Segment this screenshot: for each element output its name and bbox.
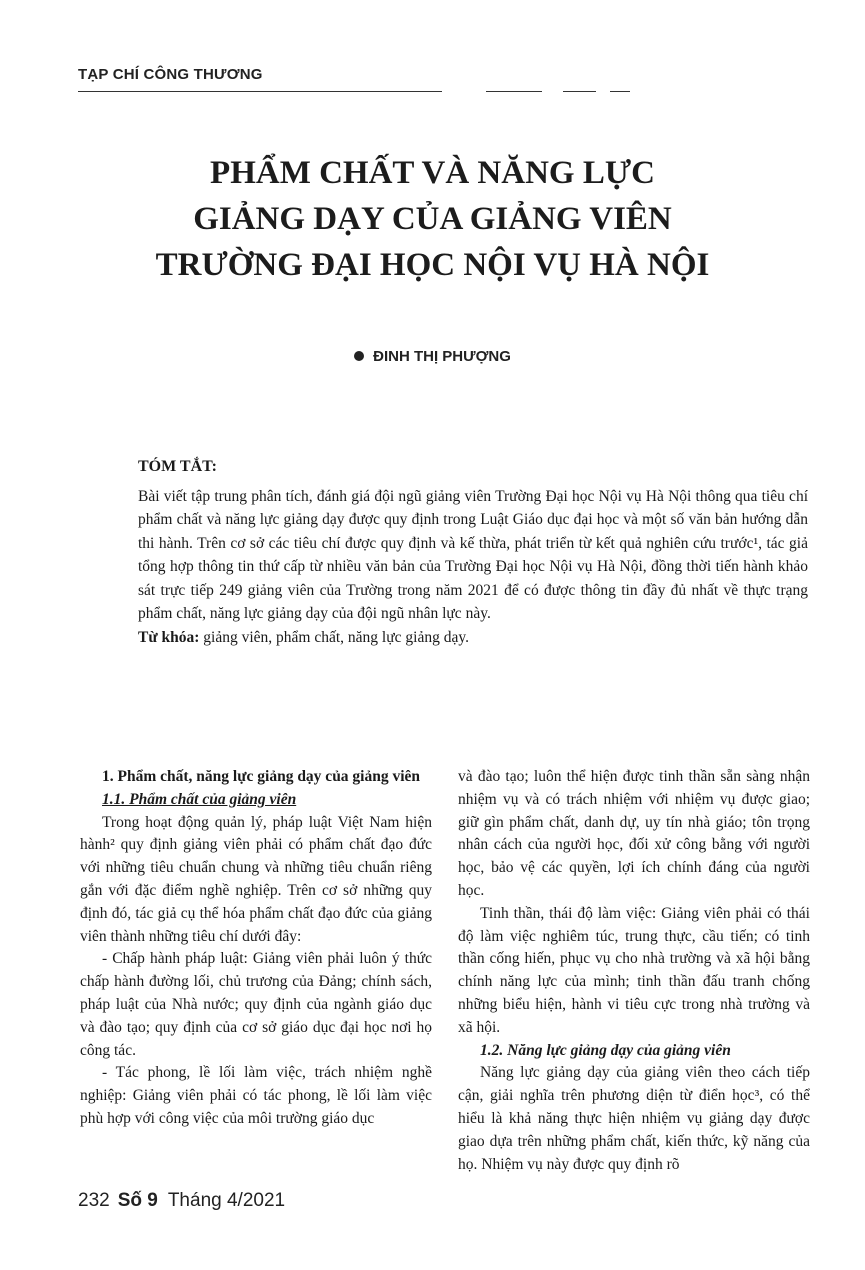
page-number: 232 [78,1190,110,1211]
paragraph: Năng lực giảng dạy của giảng viên theo cách tiếp cận, giải nghĩa trên phương diện từ điển học³, có thể hiểu là khả năng thực hiện nhiệm vụ giảng dạy được giao dựa trên những phẩm chất, kiến thức, kỹ năng của họ. Nhiệm vụ này được quy định rõ [458,1064,810,1173]
keywords [138,626,808,650]
bullet-icon [354,351,364,361]
paragraph: Trong hoạt động quản lý, pháp luật Việt Nam hiện hành² quy định giảng viên phải có phẩm chất đạo đức với những tiêu chuẩn chung và những tiêu chuẩn riêng gắn với đặc điểm nghề nghiệp. Trên cơ sở những quy định đó, tác giả cụ thể hóa phẩm chất đạo đức của giảng viên thành những tiêu chí dưới đây: [80,813,432,945]
header-rule [610,91,630,92]
article-title [0,150,865,288]
author-name: ĐINH THỊ PHƯỢNG [373,348,511,365]
author-line [0,348,865,365]
abstract [138,455,808,649]
subsection-heading: 1.2. Năng lực giảng dạy của giảng viên [480,1041,731,1059]
title-line: TRƯỜNG ĐẠI HỌC NỘI VỤ HÀ NỘI [155,247,710,283]
section-heading: 1. Phẩm chất, năng lực giảng dạy của giảng viên [102,768,421,785]
right-column [458,766,810,1176]
paragraph: và đào tạo; luôn thể hiện được tinh thần sẵn sàng nhận nhiệm vụ và có trách nhiệm với nhiệm vụ được giao; giữ gìn phẩm chất, danh dự, uy tín nhà giáo; tôn trọng nhân cách của người học, đối xử công bằng với người học, bảo vệ các quyền, lợi ích chính đáng của người học. [458,768,810,899]
header-rule [486,91,542,92]
left-column [80,766,432,1131]
keywords-text: giảng viên, phẩm chất, năng lực giảng dạy. [199,628,469,646]
paragraph: Tinh thần, thái độ làm việc: Giảng viên phải có thái độ làm việc nghiêm túc, trung thực, cầu tiến; có tinh thần cống hiến, phục vụ cho nhà trường và xã hội bằng chính năng lực của mình; tinh thần đấu tranh chống những biểu hiện, hành vi tiêu cực trong nhà trường và xã hội. [458,904,810,1036]
title-line: GIẢNG DẠY CỦA GIẢNG VIÊN [193,201,672,237]
issue-number: Số 9 [117,1190,158,1211]
header-rule [563,91,596,92]
paragraph: - Chấp hành pháp luật: Giảng viên phải luôn ý thức chấp hành đường lối, chủ trương của Đảng; chính sách, pháp luật của Nhà nước; quy định của ngành giáo dục và đào tạo; quy định của cơ sở giáo dục đại học nơi họ công tác. [80,950,432,1059]
keywords-label: Từ khóa: [138,628,200,646]
issue-month: Tháng 4/2021 [167,1190,286,1211]
paragraph: - Tác phong, lề lối làm việc, trách nhiệm nghề nghiệp: Giảng viên phải có tác phong, lề lối làm việc phù hợp với công việc của môi trường giáo dục [80,1064,432,1127]
page-footer [78,1190,285,1212]
header-rule [78,91,442,92]
subsection-heading-text: 1.1. Phẩm chất của giảng viên [102,790,297,808]
abstract-body: Bài viết tập trung phân tích, đánh giá đội ngũ giảng viên Trường Đại học Nội vụ Hà Nội thông qua tiêu chí phẩm chất và năng lực giảng dạy được quy định trong Luật Giáo dục đại học và một số văn bản hướng dẫn thi hành. Trên cơ sở các tiêu chí được quy định và kế thừa, phát triển từ kết quả nghiên cứu trước¹, tác giả tổng hợp thông tin thứ cấp từ nhiều văn bản của Trường Đại học Nội vụ Hà Nội, đồng thời tiến hành khảo sát trực tiếp 249 giảng viên của Trường trong năm 2021 để có được thông tin đầy đủ nhất về thực trạng phẩm chất, năng lực giảng dạy của đội ngũ nhân lực này. [138,487,808,622]
subsection-heading [80,789,432,812]
journal-name: TẠP CHÍ CÔNG THƯƠNG [78,66,263,83]
title-line: PHẨM CHẤT VÀ NĂNG LỰC [210,155,655,191]
abstract-heading: TÓM TẮT: [138,458,217,475]
